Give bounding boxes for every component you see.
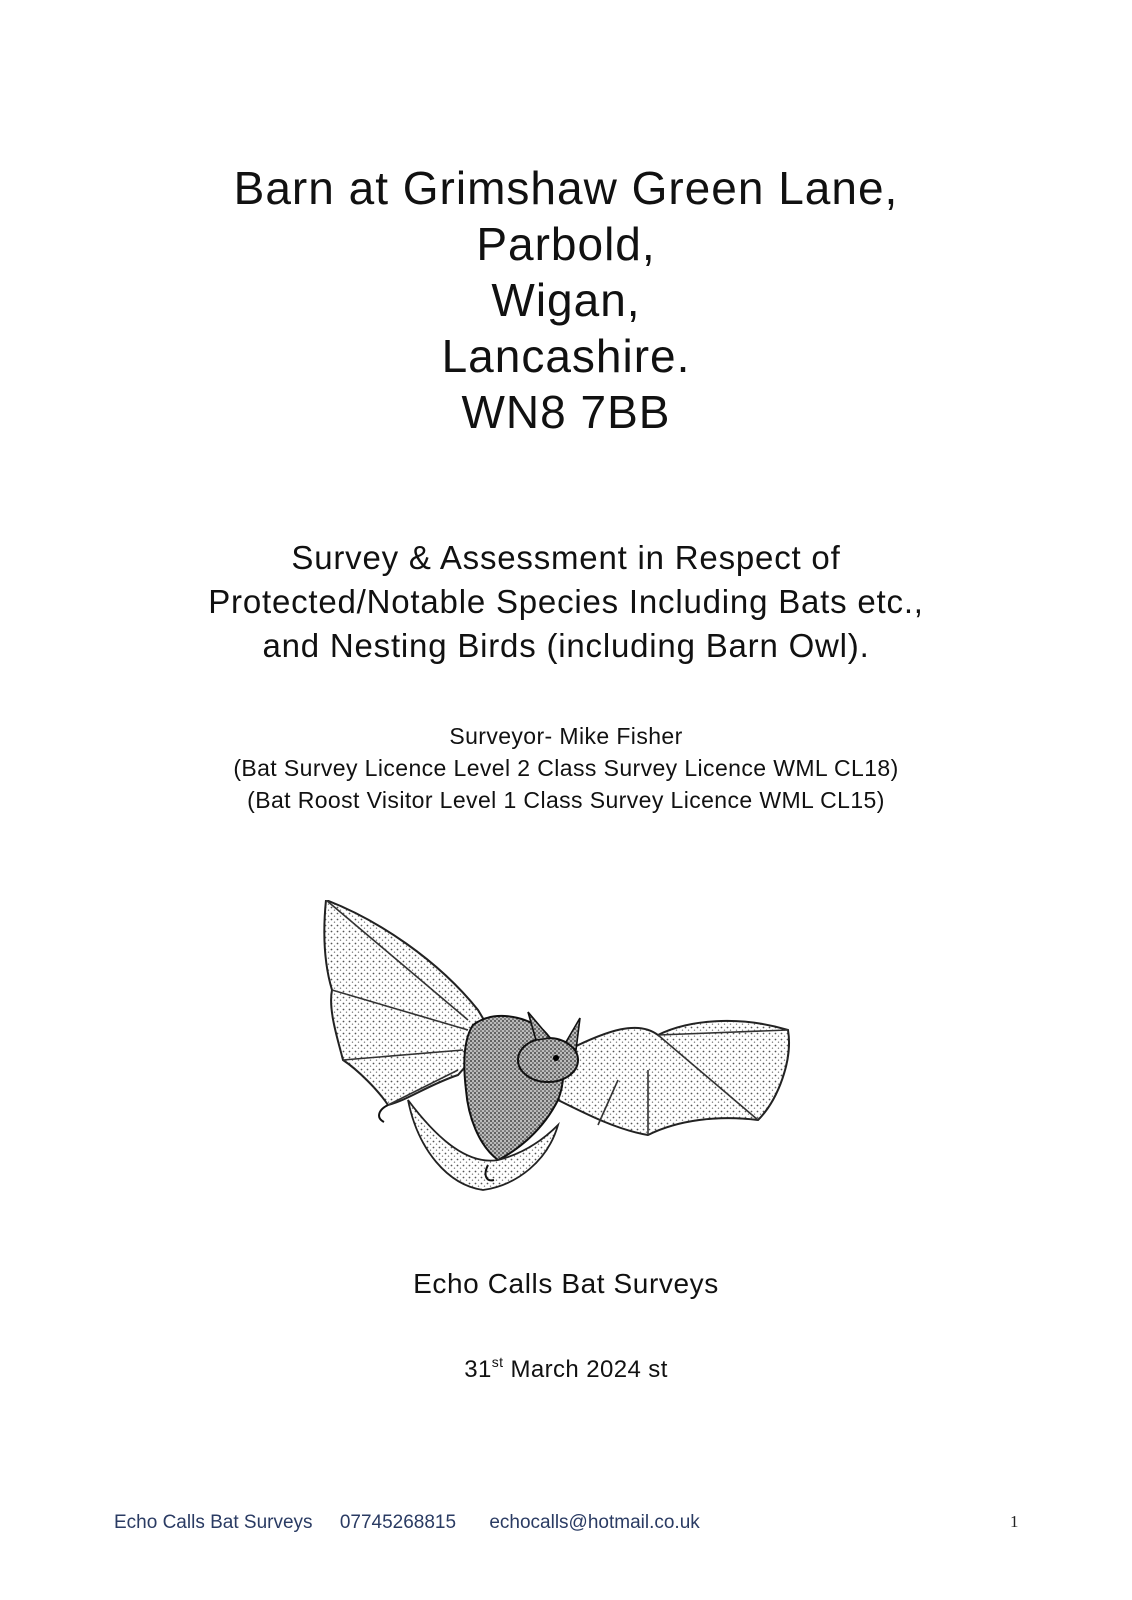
title-line: WN8 7BB <box>461 386 671 438</box>
footer-phone: 07745268815 <box>339 1512 457 1533</box>
date-suffix: st <box>491 1354 504 1370</box>
page-number: 1 <box>1010 1512 1019 1531</box>
surveyor-details <box>0 720 1132 816</box>
title-line: Lancashire. <box>441 330 691 382</box>
page-footer <box>114 1512 700 1534</box>
subtitle-line: and Nesting Birds (including Barn Owl). <box>262 627 870 664</box>
document-subtitle <box>0 536 1132 668</box>
bat-illustration-icon <box>318 900 818 1210</box>
subtitle-line: Protected/Notable Species Including Bats etc., <box>208 583 924 620</box>
surveyor-licence: (Bat Roost Visitor Level 1 Class Survey Licence WML CL15) <box>247 787 885 813</box>
date-rest: March 2024 st <box>503 1356 668 1383</box>
report-date <box>0 1356 1132 1384</box>
footer-company: Echo Calls Bat Surveys <box>114 1512 313 1533</box>
footer-email: echocalls@hotmail.co.uk <box>489 1512 700 1533</box>
surveyor-licence: (Bat Survey Licence Level 2 Class Survey Licence WML CL18) <box>233 755 899 781</box>
document-title <box>0 160 1132 440</box>
title-line: Parbold, <box>476 218 656 270</box>
subtitle-line: Survey & Assessment in Respect of <box>291 539 841 576</box>
date-day: 31 <box>464 1356 492 1383</box>
title-line: Barn at Grimshaw Green Lane, <box>233 162 899 214</box>
company-name: Echo Calls Bat Surveys <box>413 1268 719 1299</box>
surveyor-name: Surveyor- Mike Fisher <box>449 723 683 749</box>
title-line: Wigan, <box>491 274 641 326</box>
